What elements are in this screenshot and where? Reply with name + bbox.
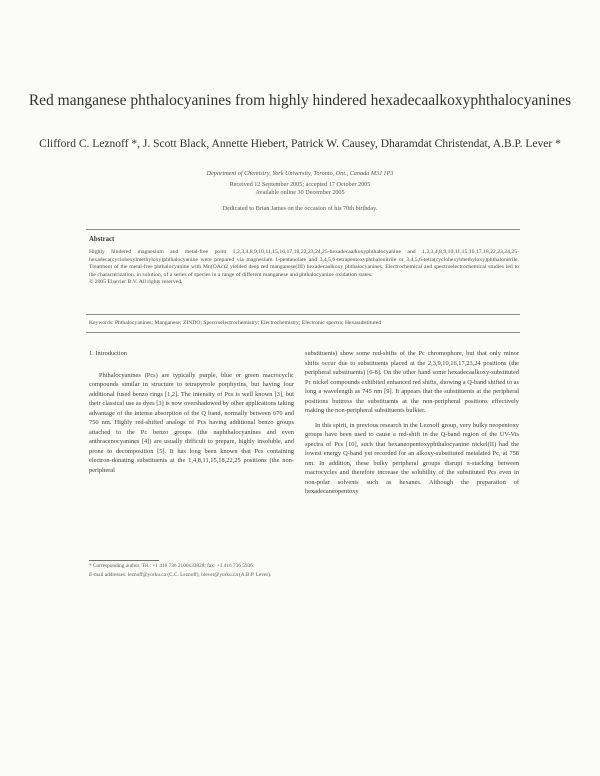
available-date: Available online 30 December 2005	[255, 189, 345, 196]
footnote-corresponding: * Corresponding author. Tel.: +1 416 736 2100x33828; fax: +1 416 736 5936.	[89, 563, 255, 569]
received-date: Received 12 September 2005; accepted 17 October 2005	[229, 181, 371, 188]
abstract-bottom-rule	[86, 332, 520, 333]
affiliation: Department of Chemistry, York University, Toronto, Ont., Canada M3J 1P3	[206, 170, 394, 177]
abstract-top-rule	[86, 229, 520, 230]
abstract-mid-rule	[86, 314, 520, 315]
article-title: Red manganese phthalocyanines from highly hindered hexadecaalkoxyphthalocyanines	[28, 92, 572, 109]
intro-paragraph-2: In this spirit, in previous research in the Leznoff group, very bulky neopentoxy groups have been used to cause a red-shift in the Q-band region of the UV-Vis spectra of Pcs [10], such that hexaneopentoxyphthalocyanine nickel(II) had the lowest energy Q-band yet recorded for an alkoxy-substituted metalated Pc, at 758 nm. In addition, these bulky peripheral groups disrupt π-stacking between macrocycles and therefore increase the solubility of the substituted Pcs even in non-polar solvents such as hexanes. Although the preparation of hexadecaneopentoxy	[305, 421, 519, 495]
footnote-rule	[89, 560, 159, 561]
left-column	[89, 349, 294, 475]
footnote-email: E-mail addresses: leznoff@yorku.ca (C.C. Leznoff), blever@yorku.ca (A.B.P. Lever).	[89, 572, 272, 578]
abstract-heading: Abstract	[89, 236, 115, 243]
author-list: Clifford C. Leznoff *, J. Scott Black, Annette Hiebert, Patrick W. Causey, Dharamdat Christendat, A.B.P. Lever *	[39, 138, 561, 150]
abstract-text: Highly hindered magnesium and metal-free point 1,2,3,4,8,9,10,11,15,16,17,18,22,23,24,25-hexadecaalkoxyphthalocyanine and 1,2,3,4,8,9,10,11,15,16,17,18,22,23,24,25-hexadeca(cyclohexylmethyloxy)phthalocyanine were prepared via magnesium 1-pentanolate and 3,4,5,6-tetrapentoxyphthalonitrile or 3,4,5,6-tetra(cyclohexylmethyloxy)phthalonitrile. Treatment of the metal-free phthalocyanine with Mn(OAc)2 yielded deep red manganese(III) hexadecaalkoxy phthalocyanines. Electrochemical and spectroelectrochemical studies led to the characterization, in solution, of a series of species in a range of different manganese and phthalocyanine oxidation states.	[89, 249, 519, 278]
abstract-body	[89, 249, 519, 287]
article-dates	[0, 181, 600, 197]
dedication: Dedicated to Brian James on the occasion of his 70th birthday.	[222, 205, 378, 212]
copyright-notice: © 2005 Elsevier B.V. All rights reserved.	[89, 279, 183, 286]
keywords: Keywords: Phthalocyanines; Manganese; ZINDO; Spectroelectrochemistry; Electrochemistry; Electronic spectra; Hexasubstituted	[89, 320, 382, 326]
intro-paragraph-1: Phthalocyanines (Pcs) are typically purple, blue or green macrocyclic compounds similar in structure to tetrapyrrole porphyrins, but having four additional fused benzo rings [1,2]. The intensity of Pcs is well known [3], but their classical use as dyes [3] is now overshadowed by other applications taking advantage of the intense absorption of the Q band, normally between 670 and 750 nm. Highly red-shifted analogs of Pcs having additional benzo groups attached to the Pc benzo groups (the naphthalocyanines and even anthracenocyanines [4]) are usually difficult to prepare, highly insoluble, and prone to decomposition [5]. It has long been known that Pcs containing electron-donating substituents at the 1,4,8,11,15,18,22,25 positions (the non-peripheral	[89, 371, 294, 474]
right-column	[305, 349, 519, 497]
footnotes	[89, 563, 294, 581]
intro-paragraph-1-continued: substituents) show some red-shifts of the Pc chromophore, but that only minor shifts occur due to substituents placed at the 2,3,9,10,16,17,23,24 positions (the peripheral substituents) [6-8]. On the other hand some hexadecaalkoxy-substituted Pc nickel compounds exhibited enhanced red shifts, showing a Q-band shifted to as long a wavelength as 745 nm [9]. It appears that the substituents at the peripheral positions buttress the substituents at the non-peripheral positions effectively making the non-peripheral substituents bulkier.	[305, 350, 519, 414]
section-heading: 1. Introduction	[89, 350, 127, 357]
